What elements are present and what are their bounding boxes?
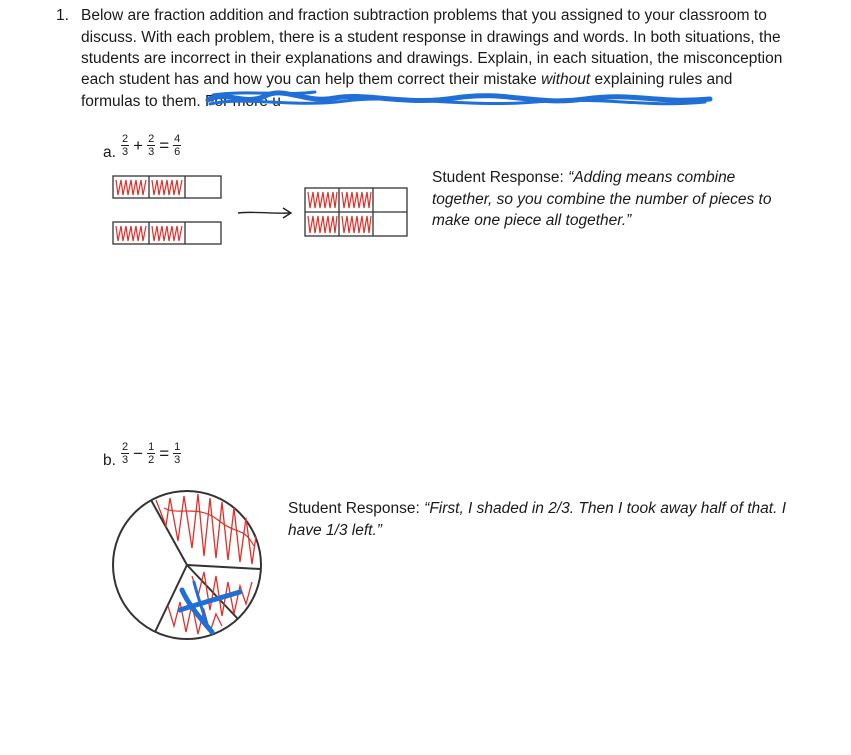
question-number: 1. bbox=[56, 7, 69, 24]
part-a-fraction-2: $\frac{2}{3}$ bbox=[148, 133, 155, 158]
part-a-response-line-2: together, so you combine the number of pieces to bbox=[432, 190, 772, 208]
part-a-equation: $\frac{2}{3}$ + $\frac{2}{3}$ = $\frac{4}{6}$ bbox=[122, 133, 181, 158]
question-line-1: Below are fraction addition and fraction subtraction problems that you assigned to your classroom to bbox=[81, 7, 767, 24]
part-b-circle-drawing bbox=[108, 486, 268, 646]
part-b-equation: $\frac{2}{3}$ − $\frac{1}{2}$ = $\frac{1}{3}$ bbox=[122, 441, 181, 466]
part-b-response-line-2: have 1/3 left.” bbox=[288, 521, 382, 539]
arrow-icon bbox=[236, 205, 296, 221]
part-b-fraction-2: $\frac{1}{2}$ bbox=[148, 441, 155, 466]
blue-strikeout-scribble bbox=[205, 84, 715, 114]
part-a-bar-bottom bbox=[112, 221, 224, 247]
question-line-4-tail: explaining rules and bbox=[594, 71, 733, 88]
question-line-4-main: each student has and how you can help them correct their mistake bbox=[81, 71, 537, 88]
part-a-bar-top bbox=[112, 175, 224, 201]
question-line-4-emphasis: without bbox=[541, 71, 591, 88]
part-a-label: a. bbox=[103, 144, 116, 161]
part-b-fraction-1: $\frac{2}{3}$ bbox=[122, 441, 129, 466]
question-line-3: students are incorrect in their explanations and drawings. Explain, in each situation, the misconception bbox=[81, 50, 783, 67]
part-a-fraction-1: $\frac{2}{3}$ bbox=[122, 133, 129, 158]
part-a-student-response bbox=[432, 167, 832, 232]
part-b-fraction-3: $\frac{1}{3}$ bbox=[174, 441, 181, 466]
part-a-fraction-3: $\frac{4}{6}$ bbox=[174, 133, 181, 158]
part-b-label: b. bbox=[103, 452, 116, 469]
part-a-combined-bar bbox=[304, 187, 412, 241]
part-b-student-response bbox=[288, 498, 828, 541]
part-a-response-line-3: make one piece all together.” bbox=[432, 212, 632, 229]
part-b-response-line-1: Student Response: “First, I shaded in 2/3. Then I took away half of that. I bbox=[288, 500, 787, 517]
question-line-5-visible: formulas to them. For more u bbox=[81, 93, 281, 110]
part-a-response-line-1: Student Response: “Adding means combine bbox=[432, 169, 736, 186]
question-line-2: discuss. With each problem, there is a student response in drawings and words. In both situations, the bbox=[81, 29, 781, 46]
